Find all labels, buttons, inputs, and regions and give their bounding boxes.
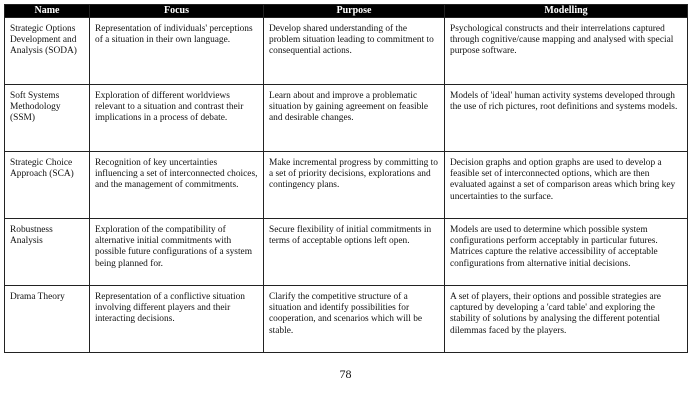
cell-name: Strategic Options Development and Analysis (SODA) [5, 18, 90, 85]
cell-name: Drama Theory [5, 286, 90, 353]
cell-modelling: Models are used to determine which possible system configurations perform acceptably in particular futures. Matrices capture the relative accessibility of acceptable configurations from alternative initial decisions. [445, 219, 688, 286]
table-row [5, 85, 688, 152]
cell-focus: Exploration of different worldviews relevant to a situation and contrast their implications in a process of debate. [90, 85, 264, 152]
cell-modelling: A set of players, their options and possible strategies are captured by developing a 'card table' and exploring the stability of solutions by analysing the different potential dilemmas faced by the players. [445, 286, 688, 353]
page-number: 78 [339, 367, 352, 381]
cell-focus: Exploration of the compatibility of alternative initial commitments with possible future configurations of a system being planned for. [90, 219, 264, 286]
cell-purpose: Develop shared understanding of the problem situation leading to commitment to consequential actions. [264, 18, 445, 85]
methods-table [4, 4, 688, 353]
header-name: Name [5, 5, 90, 18]
header-focus: Focus [90, 5, 264, 18]
cell-purpose: Clarify the competitive structure of a situation and identify possibilities for cooperation, and scenarios which will be stable. [264, 286, 445, 353]
cell-modelling: Models of 'ideal' human activity systems developed through the use of rich pictures, root definitions and systems models. [445, 85, 688, 152]
cell-focus: Representation of a conflictive situation involving different players and their interacting decisions. [90, 286, 264, 353]
cell-purpose: Learn about and improve a problematic situation by gaining agreement on feasible and desirable changes. [264, 85, 445, 152]
header-purpose: Purpose [264, 5, 445, 18]
cell-purpose: Make incremental progress by committing to a set of priority decisions, explorations and contingency plans. [264, 152, 445, 219]
cell-focus: Representation of individuals' perceptions of a situation in their own language. [90, 18, 264, 85]
table-row [5, 18, 688, 85]
cell-name: Soft Systems Methodology (SSM) [5, 85, 90, 152]
cell-name: Strategic Choice Approach (SCA) [5, 152, 90, 219]
header-row [5, 5, 688, 18]
cell-modelling: Psychological constructs and their interrelations captured through cognitive/cause mapping and analysed with special purpose software. [445, 18, 688, 85]
cell-modelling: Decision graphs and option graphs are used to develop a feasible set of interconnected options, which are then evaluated against a set of comparison areas which bring key uncertainties to the surface. [445, 152, 688, 219]
cell-purpose: Secure flexibility of initial commitments in terms of acceptable options left open. [264, 219, 445, 286]
table-row [5, 152, 688, 219]
cell-name: Robustness Analysis [5, 219, 90, 286]
cell-focus: Recognition of key uncertainties influencing a set of interconnected choices, and the management of commitments. [90, 152, 264, 219]
header-modelling: Modelling [445, 5, 688, 18]
table-row [5, 219, 688, 286]
table-row [5, 286, 688, 353]
